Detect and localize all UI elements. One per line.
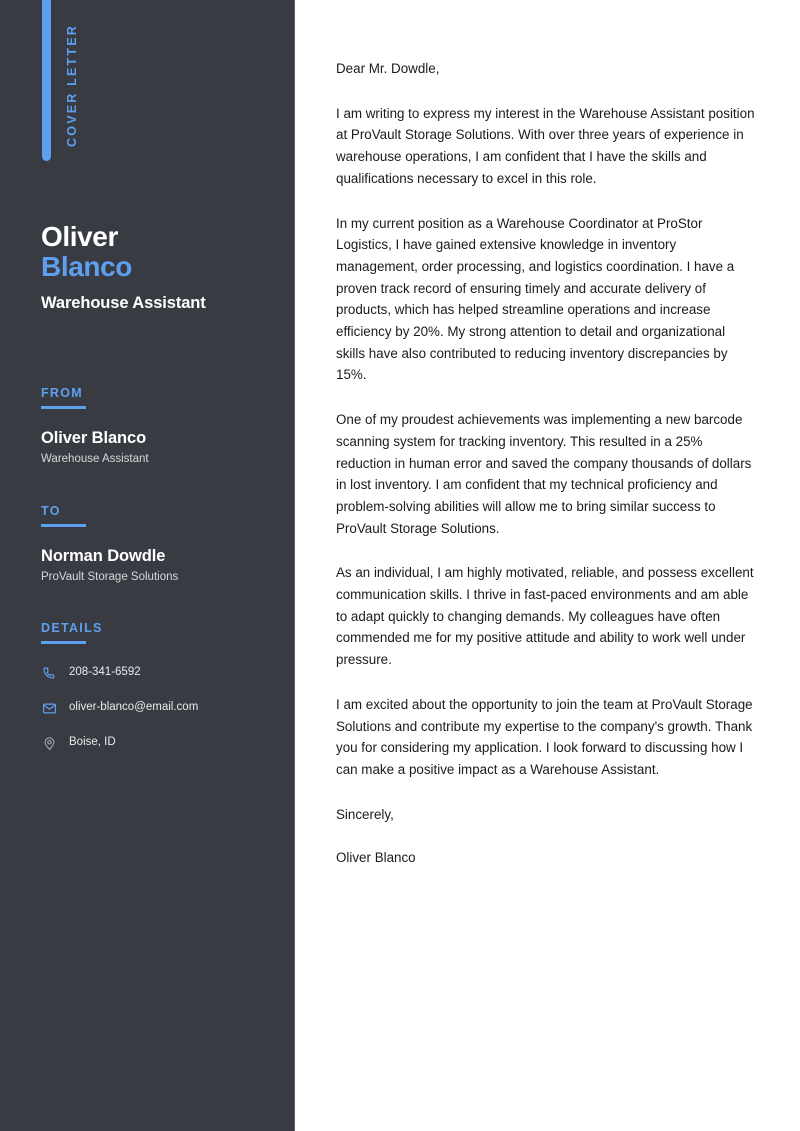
letter-paragraph-2: In my current position as a Warehouse Coordinator at ProStor Logistics, I have gained extensive knowledge in inventory management, order processing, and logistics coordination. I have a proven track record of ensuring timely and accurate delivery of products, which has helped streamline operations and increase efficiency by 20%. My strong attention to detail and organizational skills have also contributed to reducing inventory discrepancies by 15%. bbox=[336, 215, 735, 383]
accent-bar bbox=[42, 0, 51, 161]
letter-paragraph-1: I am writing to express my interest in the Warehouse Assistant position at ProVault Storage Solutions. With over three years of experience in warehouse operations, I am confident that I have the skills and qualifications necessary to excel in this role. bbox=[336, 105, 755, 186]
to-heading: TO bbox=[41, 504, 61, 518]
contact-row-email bbox=[41, 700, 281, 717]
to-entity bbox=[41, 546, 281, 586]
phone-icon bbox=[41, 665, 58, 682]
contact-row-location bbox=[41, 735, 281, 752]
from-heading: FROM bbox=[41, 386, 83, 400]
email-value: oliver-blanco@email.com bbox=[69, 701, 199, 714]
contact-list bbox=[41, 665, 281, 752]
name-first: Oliver bbox=[41, 221, 118, 252]
to-name: Norman Dowdle bbox=[41, 546, 166, 565]
contact-row-phone bbox=[41, 665, 281, 682]
sidebar bbox=[0, 0, 295, 1131]
name-block bbox=[41, 222, 281, 313]
job-title: Warehouse Assistant bbox=[41, 294, 206, 313]
email-icon bbox=[41, 700, 58, 717]
letter-signature: Oliver Blanco bbox=[336, 850, 416, 866]
document-kind-label-text: COVER LETTER bbox=[65, 24, 79, 147]
from-name: Oliver Blanco bbox=[41, 428, 147, 447]
from-subtitle: Warehouse Assistant bbox=[41, 453, 149, 466]
from-section bbox=[41, 386, 281, 467]
name-last: Blanco bbox=[41, 251, 132, 283]
details-section bbox=[41, 621, 281, 752]
letter-paragraph-4: As an individual, I am highly motivated, reliable, and possess excellent communication skills. I thrive in fast-paced environments and am able to adapt quickly to changing demands. My colleagues have often commended me for my positive attitude and ability to work well under pressure. bbox=[336, 565, 754, 668]
letter-closing: Sincerely, bbox=[336, 806, 394, 822]
letter-paragraph-5: I am excited about the opportunity to join the team at ProVault Storage Solutions and contribute my expertise to the company's growth. Thank you for considering my application. I look forward to discussing how I can make a positive impact as a Warehouse Assistant. bbox=[336, 696, 753, 777]
to-heading-rule bbox=[41, 524, 86, 527]
from-entity bbox=[41, 428, 281, 468]
document-kind-label bbox=[66, 24, 79, 164]
to-subtitle: ProVault Storage Solutions bbox=[41, 571, 179, 584]
details-heading: DETAILS bbox=[41, 621, 103, 635]
from-heading-rule bbox=[41, 406, 86, 409]
location-pin-icon bbox=[41, 735, 58, 752]
letter-paragraph-3: One of my proudest achievements was implementing a new barcode scanning system for tracking inventory. This resulted in a 25% reduction in human error and saved the company thousands of dollars in lost inventory. I am confident that my technical proficiency and problem-solving abilities will allow me to bring similar success to ProVault Storage Solutions. bbox=[336, 412, 752, 536]
letter-salutation: Dear Mr. Dowdle, bbox=[336, 61, 440, 76]
phone-value: 208-341-6592 bbox=[69, 666, 141, 679]
location-value: Boise, ID bbox=[69, 736, 116, 749]
to-section bbox=[41, 504, 281, 585]
letter-body bbox=[295, 0, 800, 1131]
details-heading-rule bbox=[41, 641, 86, 644]
